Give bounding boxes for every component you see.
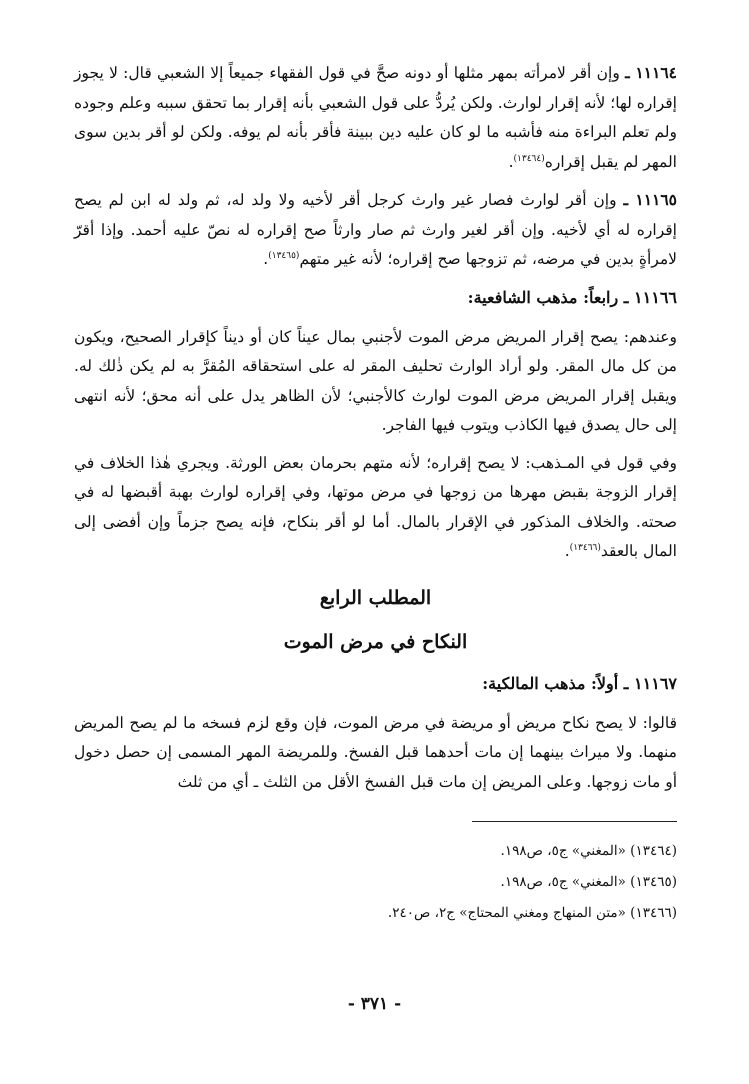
footnote-ref: (١٣٤٦٥) xyxy=(268,250,300,261)
section-heading-maliki xyxy=(74,669,677,699)
footnote: (١٣٤٦٥) «المغني» ج٥، ص١٩٨. xyxy=(500,874,677,890)
paragraph-end: . xyxy=(263,250,269,268)
paragraph-maliki-1 xyxy=(74,709,677,798)
footnote-ref: (١٣٤٦٦) xyxy=(569,542,601,553)
paragraph-11164 xyxy=(74,58,677,177)
paragraph-number: ١١١٦٤ ـ xyxy=(625,63,677,82)
footnote: (١٣٤٦٤) «المغني» ج٥، ص١٩٨. xyxy=(500,843,677,859)
section-heading-shafii xyxy=(74,283,677,313)
paragraph-text: وإن أقر لوارث فصار غير وارث كرجل أقر لأخيه ولا ولد له، ثم ولد له ابن لم يصح إقراره له أي لأخيه. وإن أقر لغير وارث ثم صار وارثاً صح إقراره له نصّ عليه أحمد. وإذا أقرّ لامرأةٍ بدين في مرضه، ثم تزوجها صح إقراره؛ لأنه غير متهم xyxy=(74,191,677,268)
chapter-heading: المطلب الرابع xyxy=(319,586,432,609)
paragraph-shafii-1 xyxy=(74,323,677,441)
paragraph-end: . xyxy=(508,152,514,171)
paragraph-text: وإن أقر لامرأته بمهر مثلها أو دونه صحَّ في قول الفقهاء جميعاً إلا الشعبي قال: لا يجوز إقراره لها؛ لأنه إقرار لوارث. ولكن يُردُّ على قول الشعبي بأنه إقرار بما تحقق سببه وعلم وجوده ولم تعلم البراءة منه فأشبه ما لو كان عليه دين ببينة فأقر بأنه لم يوفه. ولكن لو أقر بدين سوى المهر لم يقبل إقراره xyxy=(74,64,677,171)
paragraph-11165 xyxy=(74,185,677,275)
page-number: - ٣٧١ - xyxy=(347,994,402,1014)
paragraph-text: قالوا: لا يصح نكاح مريض أو مريضة في مرض الموت، فإن وقع لزم فسخه ما لم يصح المريض منهما. ولا ميراث بينهما إن مات أحدهما قبل الفسخ. وللمريضة المهر المسمى إن حصل دخول أو مات زوجها. وعلى المريض إن مات قبل الفسخ الأقل من الثلث ـ أي من ثلث xyxy=(74,713,677,791)
section-title: رابعاً: مذهب الشافعية: xyxy=(467,287,619,307)
chapter-subheading: النكاح في مرض الموت xyxy=(283,630,468,653)
footnotes xyxy=(74,836,677,929)
paragraph-shafii-2 xyxy=(74,449,677,567)
paragraph-text: وفي قول في المـذهب: لا يصح إقراره؛ لأنه متهم بحرمان بعض الورثة. ويجري هٰذا الخلاف في إقرار الزوجة بقبض مهرها من زوجها في مرض موتها، وفي إقراره لوارث بهبة أقبضها له في صحته. والخلاف المذكور في الإقرار بالمال. أما لو أقر بنكاح، فإنه يصح جزماً وإن أفضى إلى المال بالعقد xyxy=(74,453,677,560)
paragraph-number: ١١١٦٦ ـ xyxy=(623,287,677,307)
paragraph-number: ١١١٦٥ ـ xyxy=(623,190,678,209)
footnote: (١٣٤٦٦) «متن المنهاج ومغني المحتاج» ج٢، ص٢٤٠. xyxy=(387,905,677,921)
paragraph-end: . xyxy=(564,542,570,560)
paragraph-text: وعندهم: يصح إقرار المريض مرض الموت لأجنبي بمال عيناً كان أو ديناً كإقرار الصحيح، ويكون من كل مال المقر. ولو أراد الوارث تحليف المقر له على استحقاقه المُقرَّ به لم يكن ذٰلك له. ويقبل إقرار المريض مرض الموت لوارث كالأجنبي؛ لأن الظاهر يدل على أنه محق؛ لأنه انتهى إلى حال يصدق فيها الكاذب ويتوب فيها الفاجر. xyxy=(74,327,677,434)
footnote-divider xyxy=(472,821,677,822)
footnote-ref: (١٣٤٦٤) xyxy=(513,153,545,164)
section-title: أولاً: مذهب المالكية: xyxy=(482,673,619,693)
paragraph-number: ١١١٦٧ ـ xyxy=(623,673,677,693)
